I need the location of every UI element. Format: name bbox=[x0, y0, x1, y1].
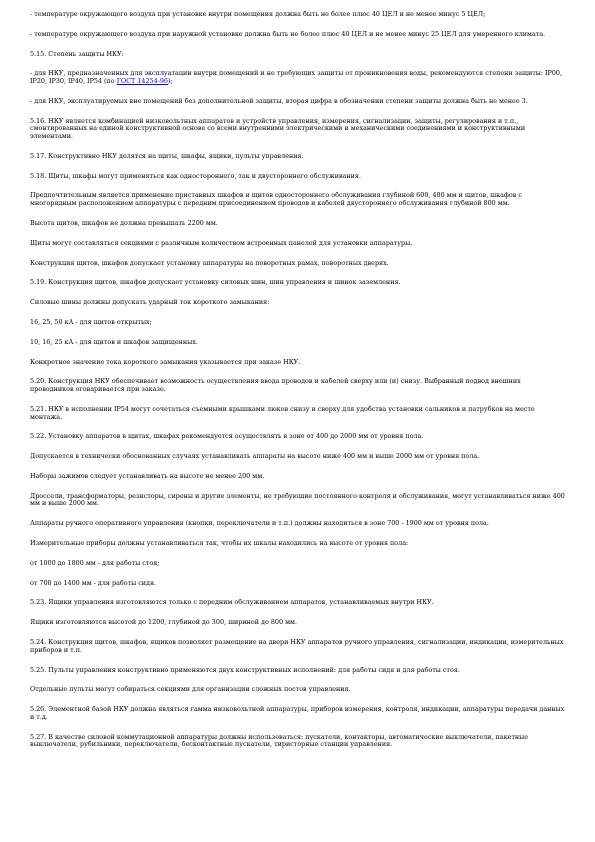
paragraph-sections: Щиты могут составляться секциями с различным количеством встроенных панелей для установки аппаратуры. bbox=[30, 238, 413, 247]
paragraph-ip-outdoor: - для НКУ, эксплуатируемых вне помещений без дополнительной защиты, вторая цифра в обозначении степени защиты должна быть не менее 3. bbox=[30, 96, 528, 105]
paragraph-5-25: 5.25. Пульты управления конструктивно применяются двух конструктивных исполнений: для работы сидя и для работы стоя. bbox=[30, 665, 460, 674]
paragraph-manual-controls: Аппараты ручного оперативного управления (кнопки, переключатели и т.п.) должны находиться в зоне 700 - 1900 мм от уровня пола. bbox=[30, 519, 489, 528]
paragraph-exception-height: Допускается в технически обоснованных случаях устанавливать аппараты на высоте ниже 400 мм и выше 2000 мм от уровня пола. bbox=[30, 452, 480, 461]
paragraph-5-18: 5.18. Щиты, шкафы могут применяться как одностороннего, так и двустороннего обслуживания. bbox=[30, 171, 361, 180]
paragraph-standing: от 1000 до 1800 мм - для работы стоя; bbox=[30, 558, 160, 567]
paragraph-5-27: 5.27. В качестве силовой коммутационной аппаратуры должны использоваться: пускатели, контакторы, автоматические выключатели, пакетные выключатели, рубильники, переключатели, бесконтактные пускатели, тиристорные станции управления. bbox=[30, 732, 529, 749]
paragraph-protected-boards: 10, 16, 25 кА - для щитов и шкафов защищенных. bbox=[30, 337, 198, 346]
gost-link[interactable]: ГОСТ 14254-96 bbox=[116, 77, 168, 86]
paragraph-consoles: Отдельные пульты могут собираться секциями для организации сложных постов управления. bbox=[30, 685, 351, 694]
paragraph-reactors: Дроссели, трансформаторы, резисторы, сирены и другие элементы, не требующие постоянного контроля и обслуживания, могут устанавливаться ниже 400 мм и выше 2000 мм. bbox=[30, 491, 565, 508]
paragraph-5-16: 5.16. НКУ является комбинацией низковольтных аппаратов и устройств управления, измерения, сигнализации, защиты, регулирования и т.п., смонтированных на единой конструктивной основе со всеми внутренними электрическими и механическими соединениями и конструктивными элементами. bbox=[30, 116, 526, 141]
paragraph-short-circuit: Силовые шины должны допускать ударный ток короткого замыкания: bbox=[30, 298, 270, 307]
document-body bbox=[30, 11, 566, 761]
paragraph-preferred-cabinets: Предпочтительным является применение приставных шкафов и щитов одностороннего обслуживания глубиной 600, 400 мм и щитов, шкафов с многорядным расположением аппаратуры с передним присоединением проводов и кабелей двустороннего обслуживания глубиной 800 мм. bbox=[30, 191, 522, 208]
paragraph-ip-indoor-text: - для НКУ, предназначенных для эксплуатации внутри помещений и не требующих защиты от проникновения воды, рекомендуются степени защиты: IP00, IP20, IP30, IP40, IP54 (по bbox=[30, 69, 563, 86]
paragraph-5-22: 5.22. Установку аппаратов в щитах, шкафах рекомендуется осуществлять в зоне от 400 до 2000 мм от уровня пола. bbox=[30, 432, 424, 441]
paragraph-terminal-blocks: Наборы зажимов следует устанавливать на высоте не менее 200 мм. bbox=[30, 471, 265, 480]
paragraph-5-19: 5.19. Конструкция щитов, шкафов допускает установку силовых шин, шин управления и шинок заземления. bbox=[30, 278, 401, 287]
paragraph-5-26: 5.26. Элементной базой НКУ должна являться гамма низковольтной аппаратуры, приборов измерения, контроля, индикации, аппаратуры передачи данных и т.д. bbox=[30, 705, 565, 721]
paragraph-5-20: 5.20. Конструкция НКУ обеспечивает возможность осуществления ввода проводов и кабелей сверху или (и) снизу. Выбранный подвод внешних проводников оговаривается при заказе. bbox=[30, 377, 521, 394]
paragraph-temperature-indoor: - температуре окружающего воздуха при установке внутри помещения должна быть не более плюс 40 ЦЕЛ и не менее минус 5 ЦЕЛ; bbox=[30, 10, 486, 18]
paragraph-temperature-outdoor: - температуре окружающего воздуха при наружной установке должна быть не более плюс 40 ЦЕЛ и не менее минус 25 ЦЕЛ для умеренного климата. bbox=[30, 29, 546, 38]
paragraph-5-24: 5.24. Конструкция щитов, шкафов, ящиков позволяет размещение на двери НКУ аппаратов ручного управления, сигнализации, индикации, измерительных приборов и т.п. bbox=[30, 638, 564, 654]
paragraph-rotating-frames: Конструкция щитов, шкафов допускает установку аппаратуры на поворотных рамах, поворотных дверях. bbox=[30, 258, 389, 267]
paragraph-height-limit: Высота щитов, шкафов не должна превышать 2200 мм. bbox=[30, 218, 218, 227]
paragraph-5-15-heading: 5.15. Степень защиты НКУ: bbox=[30, 49, 124, 58]
paragraph-5-17: 5.17. Конструктивно НКУ делятся на щиты, шкафы, ящики, пульты управления. bbox=[30, 151, 304, 160]
paragraph-ip-indoor bbox=[30, 70, 566, 85]
paragraph-sitting: от 700 до 1400 мм - для работы сидя. bbox=[30, 578, 157, 587]
paragraph-5-23: 5.23. Ящики управления изготовляются только с передним обслуживанием аппаратов, устанавливаемых внутри НКУ. bbox=[30, 598, 434, 607]
paragraph-ip-indoor-tail: ); bbox=[167, 77, 173, 86]
paragraph-open-boards: 16, 25, 50 кА - для щитов открытых; bbox=[30, 317, 152, 326]
paragraph-5-21: 5.21. НКУ в исполнении IP54 могут сочетаться съемными крышками люков снизу и сверху для удобства установки сальников и патрубков на месте монтажа. bbox=[30, 404, 535, 421]
paragraph-current-order: Конкретное значение тока короткого замыкания указывается при заказе НКУ. bbox=[30, 357, 301, 366]
paragraph-instruments: Измерительные приборы должны устанавливаться так, чтобы их шкалы находились на высоте от уровня пола: bbox=[30, 539, 409, 548]
paragraph-box-dimensions: Ящики изготовляются высотой до 1200, глубиной до 300, шириной до 800 мм. bbox=[30, 618, 298, 627]
